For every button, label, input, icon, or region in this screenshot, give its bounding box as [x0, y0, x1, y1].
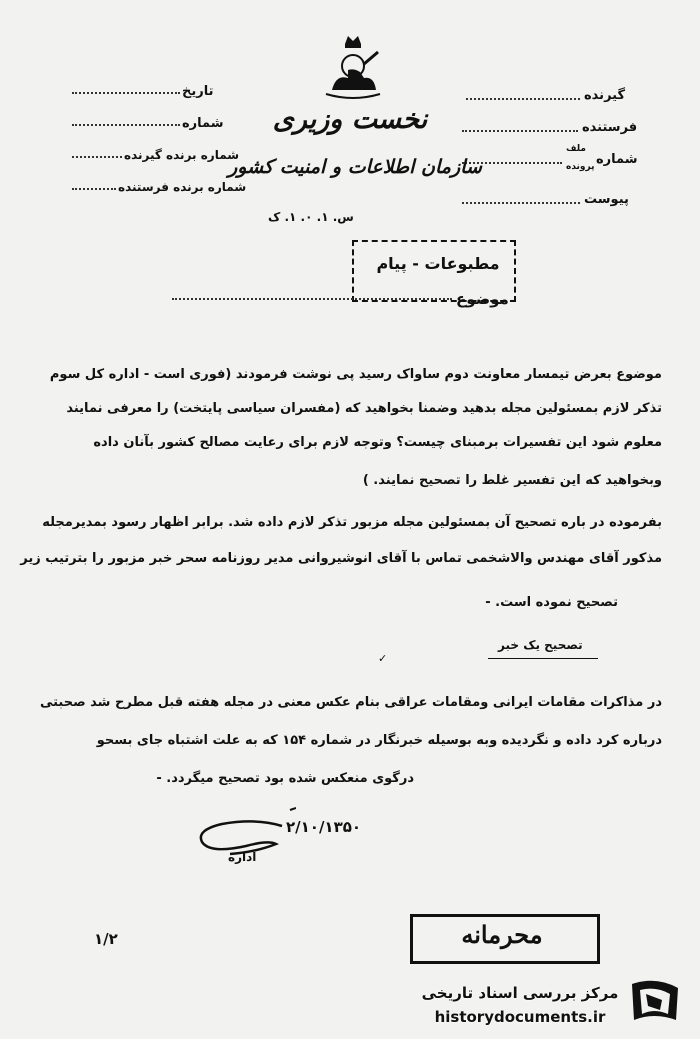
body-line: موضوع بعرض تیمسار معاونت دوم ساواک رسید پی نوشت فرمودند (فوری است - اداره کل سوم	[49, 367, 662, 382]
date-label: تاریخ	[182, 84, 214, 99]
correction-title-underline	[488, 658, 598, 659]
signature-date: ۲/۱۰/۱۳۵۰	[286, 818, 362, 836]
file-number-sub1: ملف	[566, 144, 586, 154]
file-number-label: شماره	[596, 152, 638, 167]
body-line: مذکور آقای مهندس والاشخمی تماس با آقای انوشیروانی مدیر روزنامه سحر خبر مزبور را بترتیب زیر	[20, 551, 662, 566]
tick-mark-icon: ✓	[378, 652, 388, 665]
attachment-line	[462, 202, 580, 204]
body-line: تصحیح نموده است. -	[485, 595, 618, 610]
subject-stamp-text: مطبوعات - پیام	[376, 254, 500, 273]
number-label: شماره	[182, 116, 224, 131]
number-line	[72, 124, 180, 126]
letterhead-organization: سازمان اطلاعات و امنیت کشور	[228, 156, 482, 178]
body-line: وبخواهید که این تفسیر غلط را تصحیح نمایند. )	[362, 473, 662, 488]
sender-line	[462, 130, 578, 132]
watermark-title: مرکز بررسی اسناد تاریخی	[421, 984, 619, 1002]
sender-number-label: شماره برنده فرستنده	[118, 180, 247, 194]
attachment-label: پیوست	[584, 192, 629, 207]
recipient-line	[466, 98, 580, 100]
watermark-logo-icon	[626, 976, 684, 1032]
body-line: تذکر لازم بمسئولین مجله بدهید وضمنا بخواهید که (مفسران سیاسی پایتخت) را معرفی نمایند	[66, 401, 662, 416]
letterhead-code: س. ۱. ۰. ۱. ک	[268, 210, 354, 224]
watermark-url: historydocuments.ir	[434, 1008, 606, 1026]
letterhead-ministry: نخست وزیری	[272, 104, 428, 135]
date-line	[72, 92, 180, 94]
file-number-sub2: پرونده	[566, 162, 595, 172]
lion-and-sun-emblem-icon	[318, 34, 388, 104]
body-line: درباره کرد داده و نگردیده وبه بوسیله خبرنگار در شماره ۱۵۴ که به علت اشتباه جای بسحو	[96, 733, 662, 748]
sender-number-line	[72, 188, 116, 190]
subject-label: موضوع	[456, 290, 509, 308]
receiver-number-line	[72, 156, 122, 158]
recipient-label: گیرنده	[584, 88, 626, 103]
sender-label: فرستنده	[582, 120, 638, 135]
body-line: معلوم شود این تفسیرات برمبنای چیست؟ وتوجه لازم برای رعایت مصالح کشور بآنان داده	[93, 435, 662, 450]
classification-label: محرمانه	[461, 920, 543, 949]
subject-line	[172, 298, 452, 300]
body-line: بفرموده در باره تصحیح آن بمسئولین مجله مزبور تذکر لازم داده شد. برابر اظهار رسود بمدیرمجله	[42, 515, 662, 530]
page-mark: ۱/۲	[94, 930, 118, 948]
body-line: درگوی منعکس شده بود تصحیح میگردد. -	[156, 771, 414, 786]
correction-title: تصحیح یک خبر	[498, 638, 583, 652]
signature-initials: اداره	[228, 850, 257, 864]
body-line: در مذاکرات مقامات ایرانی ومقامات عراقی بنام عکس معنی در مجله هفته قبل مطرح شد صحبتی	[39, 695, 662, 710]
receiver-number-label: شماره برنده گیرنده	[124, 148, 240, 162]
